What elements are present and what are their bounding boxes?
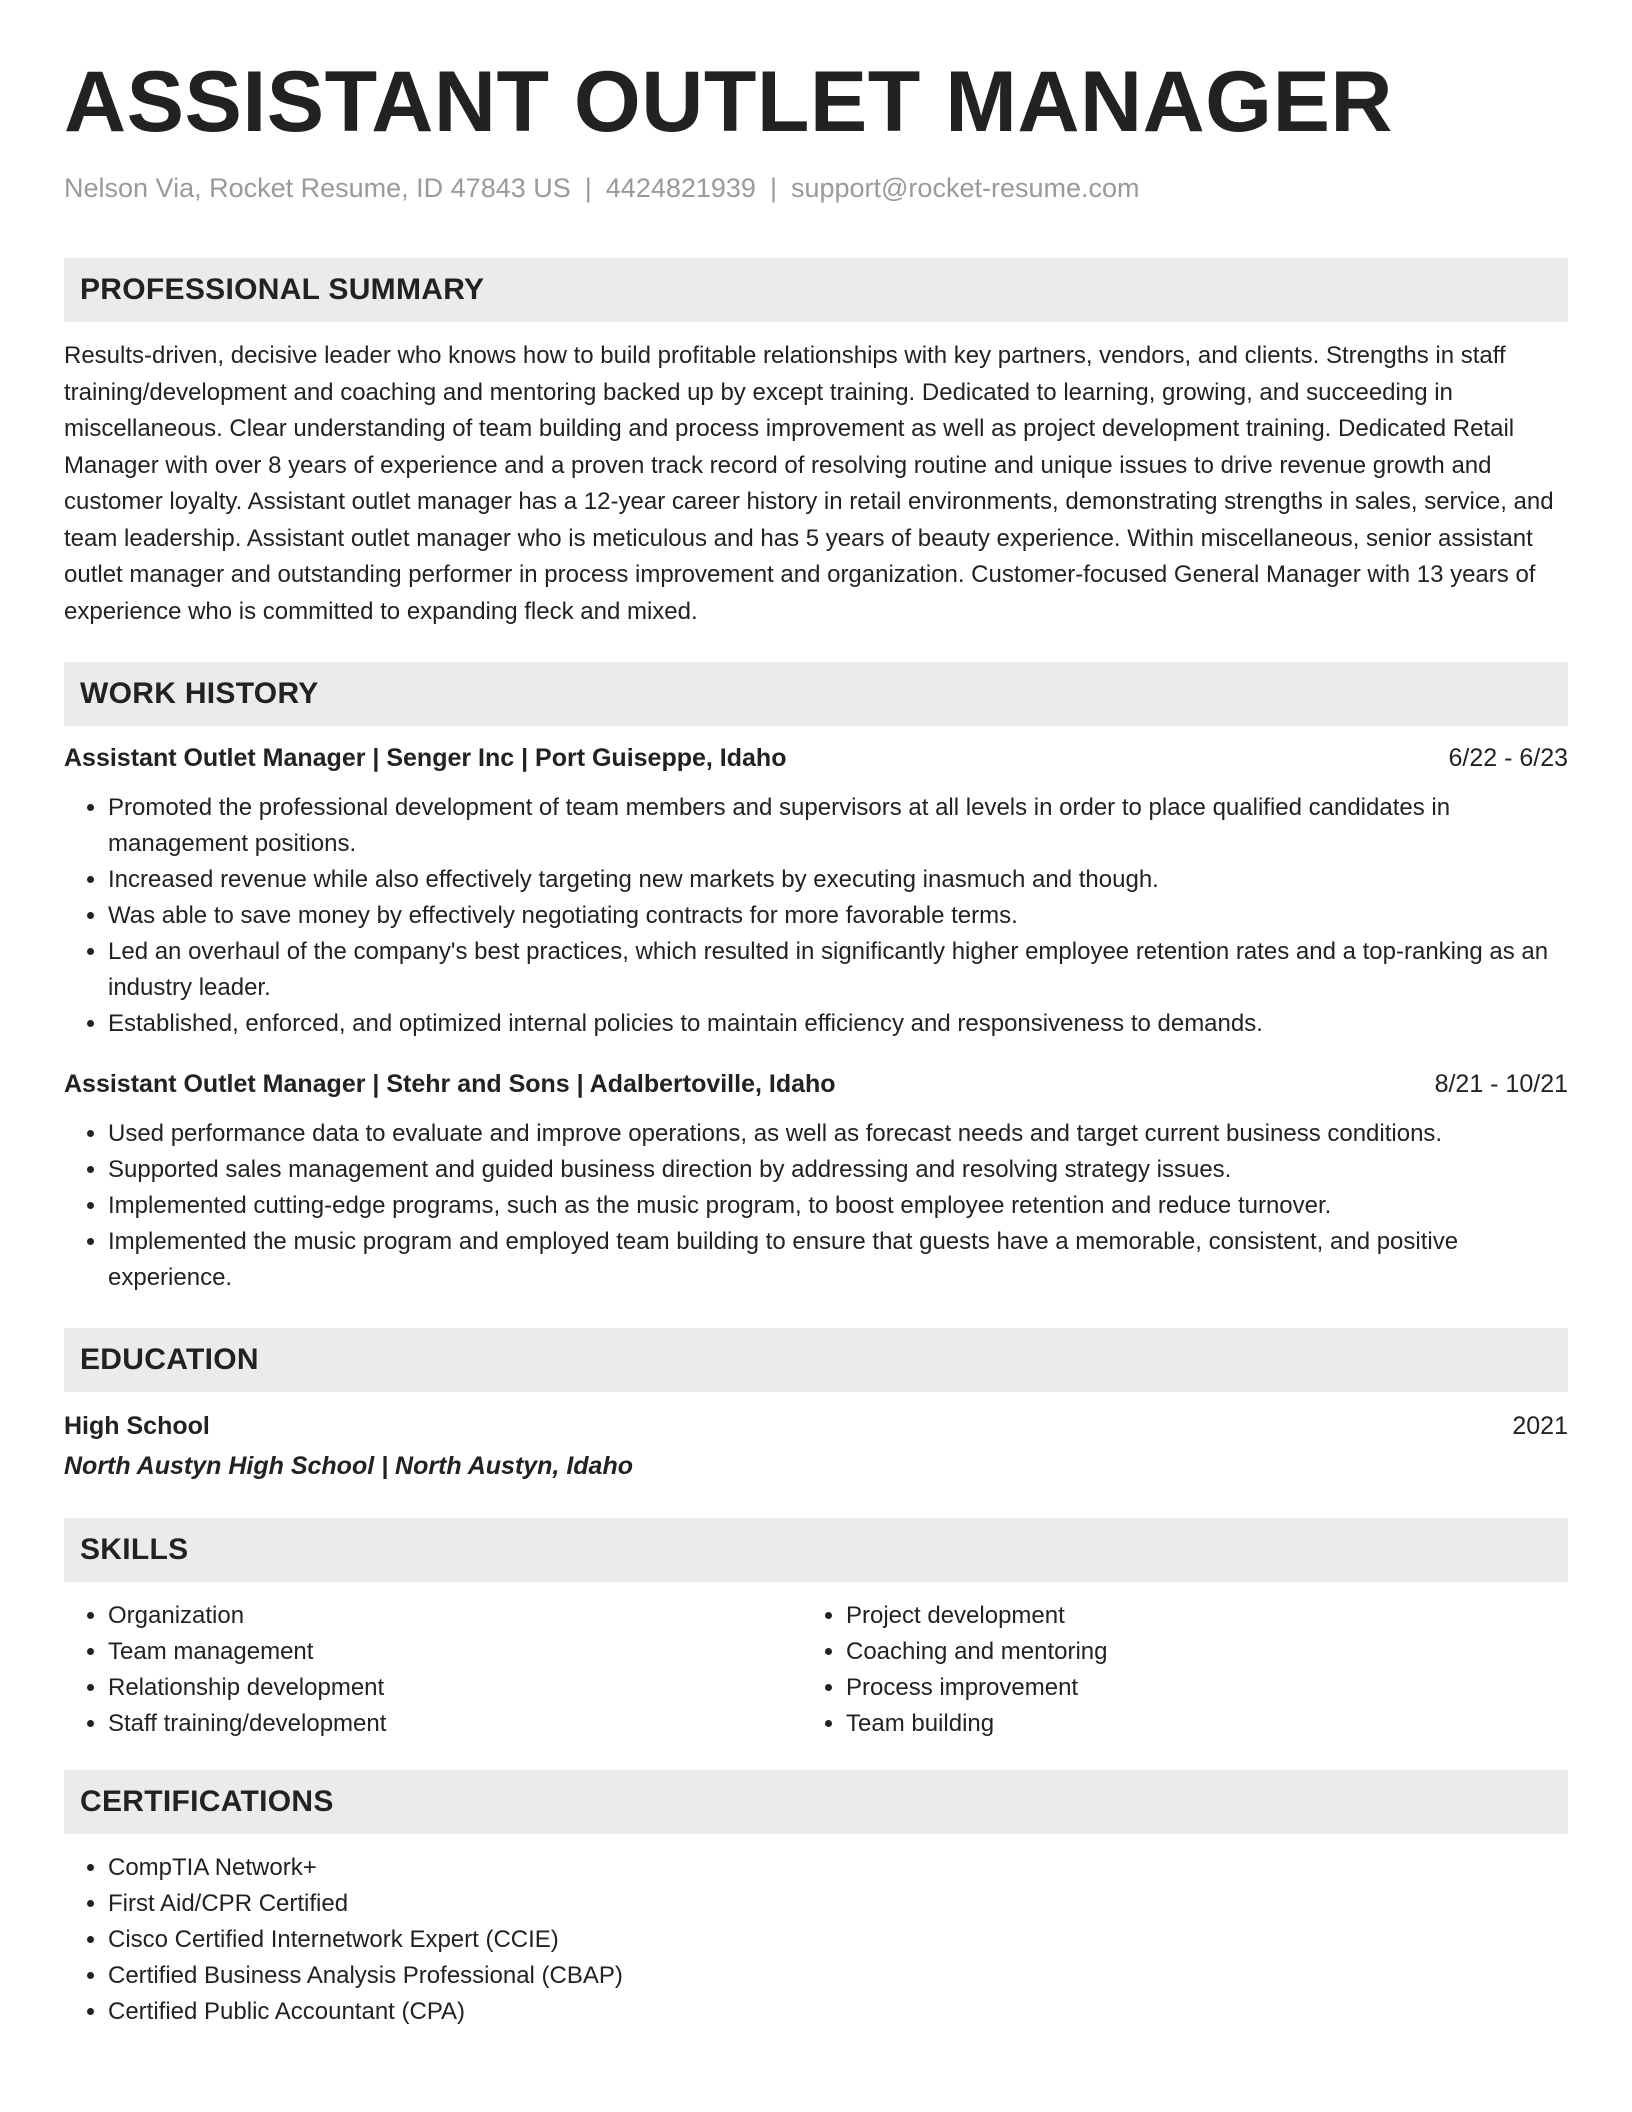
job-bullet: • Increased revenue while also effectively targeting new markets by executing inasmuch and though. [108, 862, 1568, 898]
job-header [64, 740, 1568, 776]
job-title: Assistant Outlet Manager | Stehr and Sons | Adalbertoville, Idaho [64, 1070, 836, 1098]
work-history-heading: WORK HISTORY [64, 662, 1568, 726]
job-bullet: • Used performance data to evaluate and improve operations, as well as forecast needs and target current business conditions. [108, 1116, 1568, 1152]
job-bullet: • Supported sales management and guided business direction by addressing and resolving strategy issues. [108, 1152, 1568, 1188]
skills-list [802, 1598, 1540, 1742]
contact-separator: | [584, 173, 592, 203]
certification-item: • First Aid/CPR Certified [108, 1886, 1568, 1922]
skill-item: • Project development [846, 1598, 1540, 1634]
skills-column-left [64, 1598, 802, 1742]
resume-title: ASSISTANT OUTLET MANAGER [64, 54, 1394, 150]
skills-heading: SKILLS [64, 1518, 1568, 1582]
job-bullet: • Led an overhaul of the company's best practices, which resulted in significantly higher employee retention rates and a top-ranking as an industry leader. [108, 934, 1568, 1006]
certifications-heading: CERTIFICATIONS [64, 1770, 1568, 1834]
skills-column-right [802, 1598, 1540, 1742]
job-header [64, 1066, 1568, 1102]
skill-item: • Process improvement [846, 1670, 1540, 1706]
job-bullet-list [64, 790, 1568, 1042]
contact-phone: 4424821939 [605, 173, 756, 203]
skills-grid [64, 1598, 1568, 1742]
certification-item: • Certified Business Analysis Professional (CBAP) [108, 1958, 1568, 1994]
job-bullet-list [64, 1116, 1568, 1296]
summary-heading: PROFESSIONAL SUMMARY [64, 258, 1568, 322]
job-bullet: • Implemented cutting-edge programs, such as the music program, to boost employee retention and reduce turnover. [108, 1188, 1568, 1224]
skill-item: • Team building [846, 1706, 1540, 1742]
certifications-list [64, 1850, 1568, 2030]
job-bullet: • Implemented the music program and employed team building to ensure that guests have a memorable, consistent, and positive experience. [108, 1224, 1568, 1296]
skill-item: • Organization [108, 1598, 802, 1634]
skills-list [64, 1598, 802, 1742]
contact-separator: | [769, 173, 777, 203]
education-degree: High School [64, 1412, 210, 1440]
skill-item: • Team management [108, 1634, 802, 1670]
job-bullet: • Promoted the professional development of team members and supervisors at all levels in order to place qualified candidates in management positions. [108, 790, 1568, 862]
job-dates: 8/21 - 10/21 [1434, 1070, 1568, 1098]
education-header [64, 1408, 1568, 1444]
skill-item: • Staff training/development [108, 1706, 802, 1742]
job-title: Assistant Outlet Manager | Senger Inc | Port Guiseppe, Idaho [64, 744, 787, 772]
education-school: North Austyn High School | North Austyn, Idaho [64, 1452, 634, 1480]
education-heading: EDUCATION [64, 1328, 1568, 1392]
certification-item: • Certified Public Accountant (CPA) [108, 1994, 1568, 2030]
contact-address: Nelson Via, Rocket Resume, ID 47843 US [64, 173, 571, 203]
contact-line [64, 170, 1568, 206]
skill-item: • Relationship development [108, 1670, 802, 1706]
certification-item: • CompTIA Network+ [108, 1850, 1568, 1886]
job-bullet: • Was able to save money by effectively negotiating contracts for more favorable terms. [108, 898, 1568, 934]
contact-email: support@rocket-resume.com [790, 173, 1140, 203]
skill-item: • Coaching and mentoring [846, 1634, 1540, 1670]
job-dates: 6/22 - 6/23 [1448, 744, 1568, 772]
summary-text: Results-driven, decisive leader who knows how to build profitable relationships with key partners, vendors, and clients. Strengths in staff training/development and coaching and mentoring backed up by except training. Dedicated to learning, growing, and succeeding in miscellaneous. Clear understanding of team building and process improvement as well as project development training. Dedicated Retail Manager with over 8 years of experience and a proven track record of resolving routine and unique issues to drive revenue growth and customer loyalty. Assistant outlet manager has a 12-year career history in retail environments, demonstrating strengths in sales, service, and team leadership. Assistant outlet manager who is meticulous and has 5 years of beauty experience. Within miscellaneous, senior assistant outlet manager and outstanding performer in process improvement and organization. Customer-focused General Manager with 13 years of experience who is committed to expanding fleck and mixed. [64, 342, 1554, 625]
job-bullet: • Established, enforced, and optimized internal policies to maintain efficiency and responsiveness to demands. [108, 1006, 1568, 1042]
education-year: 2021 [1512, 1412, 1568, 1440]
certification-item: • Cisco Certified Internetwork Expert (CCIE) [108, 1922, 1568, 1958]
